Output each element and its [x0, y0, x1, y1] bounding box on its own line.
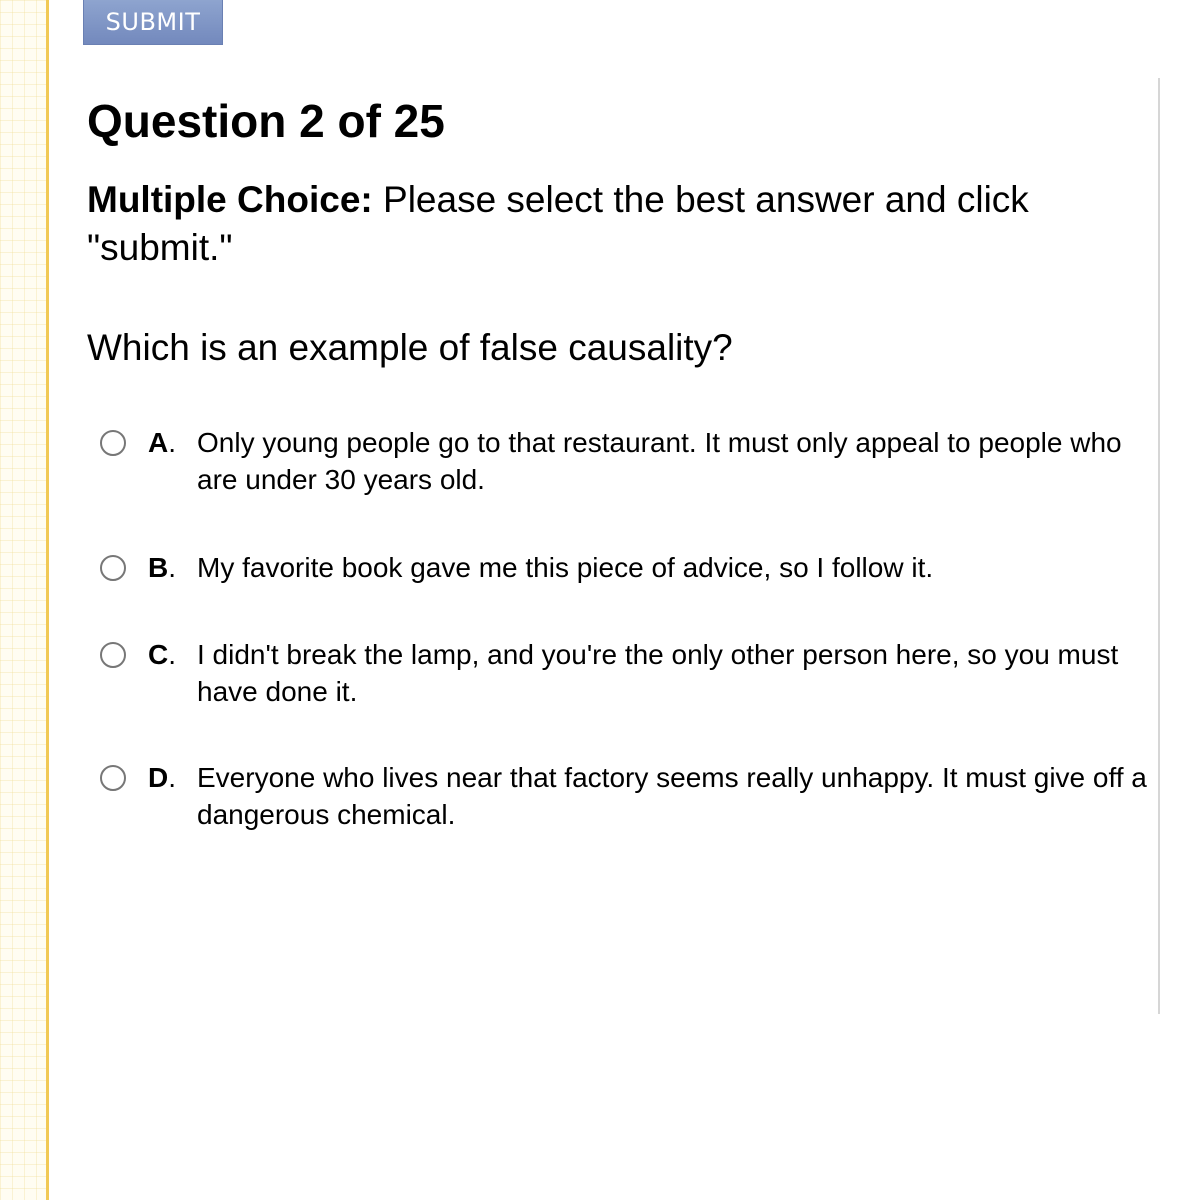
- option-letter-d: D.: [148, 762, 177, 793]
- submit-button[interactable]: SUBMIT: [83, 0, 223, 45]
- answer-option-a[interactable]: [98, 424, 1158, 494]
- answer-option-d[interactable]: [98, 759, 1158, 829]
- option-text-a: Only young people go to that restaurant. It must only appeal to people who are under 30 years old.: [197, 427, 1122, 495]
- option-letter-a: A.: [148, 427, 177, 458]
- radio-button-c[interactable]: [100, 642, 126, 668]
- option-text-c: I didn't break the lamp, and you're the only other person here, so you must have done it.: [197, 639, 1119, 707]
- answer-option-b[interactable]: [98, 549, 1158, 619]
- content-divider: [1158, 78, 1160, 1014]
- instructions-lead: Multiple Choice:: [87, 179, 373, 220]
- notebook-margin-grid: [0, 0, 46, 1200]
- option-letter-c: C.: [148, 639, 177, 670]
- notebook-margin-line: [46, 0, 49, 1200]
- option-text-d: Everyone who lives near that factory seems really unhappy. It must give off a dangerous chemical.: [197, 762, 1147, 830]
- answer-option-c[interactable]: [98, 636, 1158, 706]
- instructions-text: Please select the best answer and click "submit.": [87, 179, 1029, 268]
- option-text-b: My favorite book gave me this piece of advice, so I follow it.: [197, 552, 934, 583]
- question-title: Question 2 of 25: [87, 95, 445, 147]
- option-letter-b: B.: [148, 552, 177, 583]
- instructions: [87, 176, 1117, 272]
- radio-button-a[interactable]: [100, 430, 126, 456]
- question-prompt: Which is an example of false causality?: [87, 327, 733, 368]
- radio-button-b[interactable]: [100, 555, 126, 581]
- radio-button-d[interactable]: [100, 765, 126, 791]
